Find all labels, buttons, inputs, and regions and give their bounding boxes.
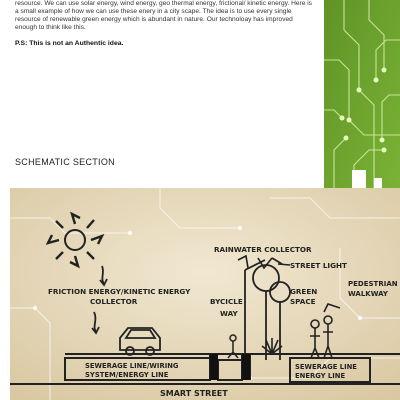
friction-energy-label: FRICTION ENERGY/KINETIC ENERGY xyxy=(48,287,191,296)
street-light-label: STREET LIGHT xyxy=(290,261,347,270)
sewerage-left-label-2: SYSTEM/ENERGY LINE xyxy=(85,371,169,379)
bicycle-way-label-2: WAY xyxy=(220,309,238,318)
sewerage-right-label-2: ENERGY LINE xyxy=(295,372,346,380)
intro-paragraph: resource. We can use solar energy, wind energy, geo thermal energy, frictional/ kinetic energy. Here is a small example of how we can use these enery in a city scape. The idea is to use every single resource of renewable green energy which is abundant in nature. Our technoloay has improved enough to think like this. xyxy=(15,0,312,31)
schematic-section-sketch xyxy=(10,188,400,400)
green-space-label: GREEN xyxy=(290,287,318,296)
pedestrian-label-2: WALKWAY xyxy=(348,290,388,298)
circuit-board-graphic xyxy=(324,0,400,188)
green-space-label-2: SPACE xyxy=(290,297,316,306)
sewerage-right-label: SEWERAGE LINE xyxy=(295,363,357,371)
disclaimer-note: P.S: This is not an Authentic idea. xyxy=(15,40,124,47)
pedestrian-label: PEDESTRIAN xyxy=(348,280,398,288)
intro-text xyxy=(15,0,315,32)
sewerage-left-label: SEWERAGE LINE/WIRING xyxy=(85,362,179,370)
bicycle-way-label: BYCICLE xyxy=(210,297,243,306)
section-title: SCHEMATIC SECTION xyxy=(15,157,115,167)
smart-street-label: SMART STREET xyxy=(160,389,228,398)
friction-collector-label: COLLECTOR xyxy=(90,297,138,306)
rainwater-collector-label: RAINWATER COLLECTOR xyxy=(214,245,312,254)
